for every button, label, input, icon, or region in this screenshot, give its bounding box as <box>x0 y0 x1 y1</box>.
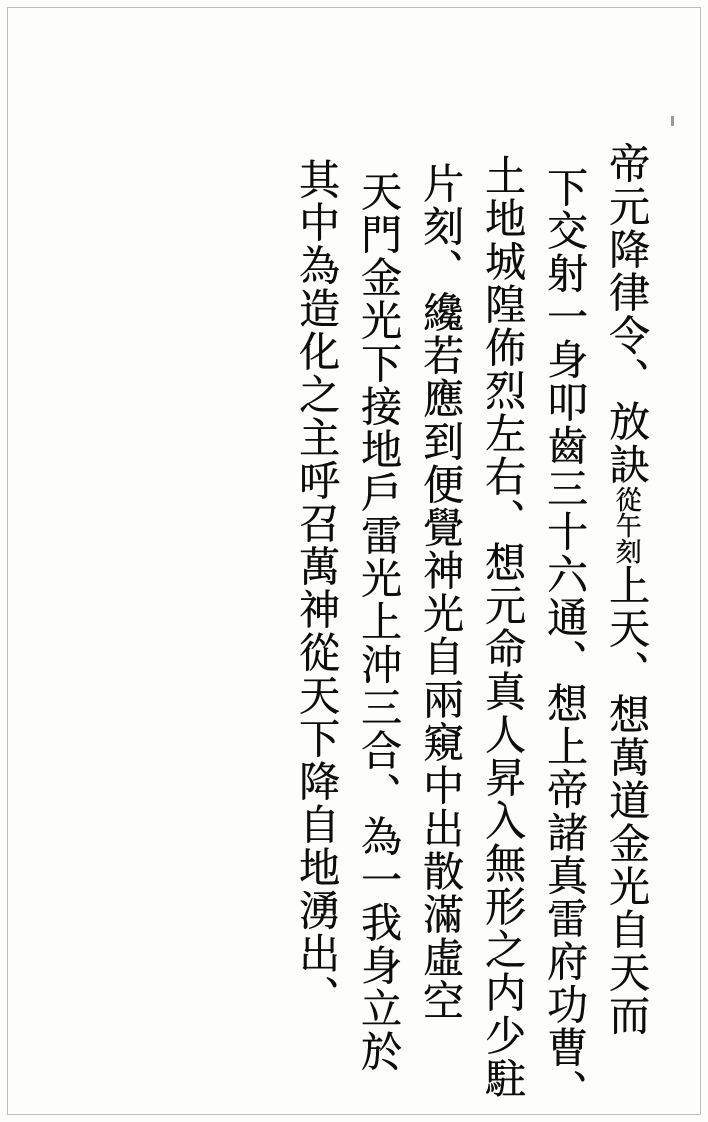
column-5-main: 天門金光下接地戶雷光上沖三合、為一我身立於 <box>354 170 402 1073</box>
column-1-annotation: 從午刻 <box>611 486 641 564</box>
text-column-2 <box>526 166 588 1112</box>
column-4-main: 片刻、纔若應到便覺神光自兩窺中出散滿虛空 <box>416 162 464 1022</box>
vertical-text-block <box>60 118 650 1112</box>
column-1-main: 帝元降律令、放訣 <box>602 142 650 486</box>
text-column-4 <box>402 162 464 1022</box>
text-column-5 <box>340 170 402 1073</box>
column-6-main: 其中為造化之主呼召萬神從天下降自地湧出、 <box>292 158 340 1018</box>
text-column-6 <box>278 158 340 1018</box>
column-3-main: 土地城隍佈烈左右、想元命真人昇入無形之内少駐 <box>478 154 526 1100</box>
text-column-3 <box>464 154 526 1100</box>
page-corner-tick <box>671 116 674 126</box>
text-column-1 <box>588 142 650 1037</box>
column-1-tail: 上天、想萬道金光自天而 <box>602 564 650 1037</box>
column-2-main: 下交射一身叩齒三十六通、想上帝諸真雷府功曹、 <box>540 166 588 1112</box>
